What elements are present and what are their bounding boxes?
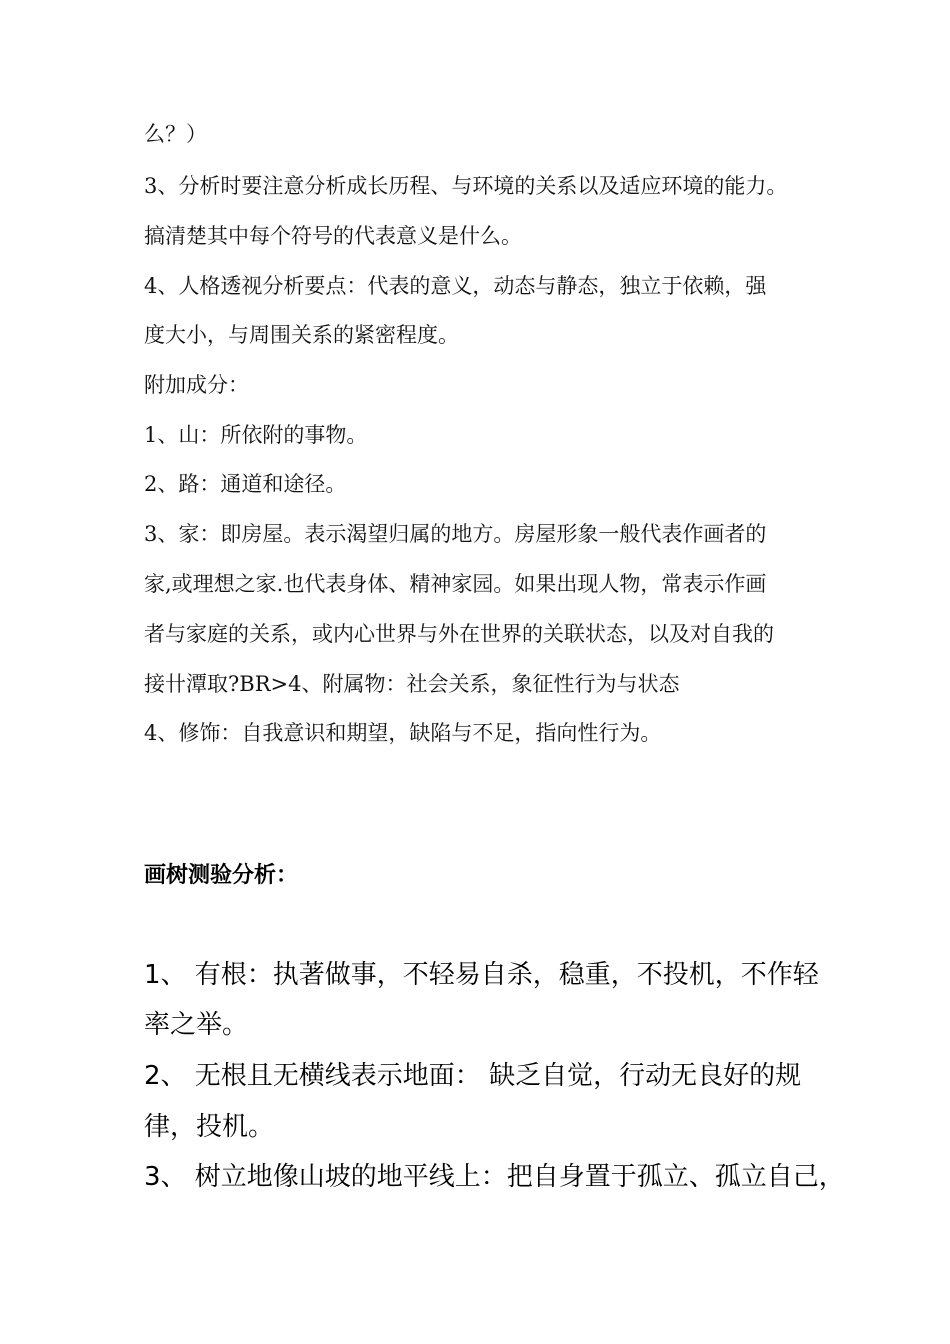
text-line: 度大小，与周围关系的紧密程度。 [144, 323, 459, 347]
list-item: 3、 树立地像山坡的地平线上：把自身置于孤立、孤立自己， [144, 1162, 845, 1192]
text-line: 3、家：即房屋。表示渴望归属的地方。房屋形象一般代表作画者的 [144, 522, 767, 546]
list-item: 1、 有根：执著做事，不轻易自杀，稳重，不投机，不作轻 [144, 960, 819, 990]
text-line: 者与家庭的关系，或内心世界与外在世界的关联状态，以及对自我的 [144, 622, 774, 646]
text-line: 么？） [144, 122, 207, 146]
text-line: 4、修饰：自我意识和期望，缺陷与不足，指向性行为。 [144, 721, 662, 745]
section-heading: 画树测验分析： [144, 863, 299, 888]
text-line: 接卄潭取?BR>4、附属物：社会关系，象征性行为与状态 [144, 672, 680, 696]
list-item: 2、 无根且无横线表示地面： 缺乏自觉，行动无良好的规 [144, 1061, 802, 1091]
list-item-continuation: 律，投机。 [144, 1112, 275, 1142]
text-line: 搞清楚其中每个符号的代表意义是什么。 [144, 224, 522, 248]
text-line: 附加成分： [144, 373, 249, 397]
text-line: 1、山：所依附的事物。 [144, 423, 368, 447]
text-line: 2、路：通道和途径。 [144, 472, 347, 496]
text-line: 家,或理想之家.也代表身体、精神家园。如果出现人物，常表示作画 [144, 572, 767, 596]
text-line: 3、分析时要注意分析成长历程、与环境的关系以及适应环境的能力。 [144, 174, 788, 198]
text-line: 4、人格透视分析要点：代表的意义，动态与静态，独立于依赖，强 [144, 274, 767, 298]
list-item-continuation: 率之举。 [144, 1010, 249, 1040]
